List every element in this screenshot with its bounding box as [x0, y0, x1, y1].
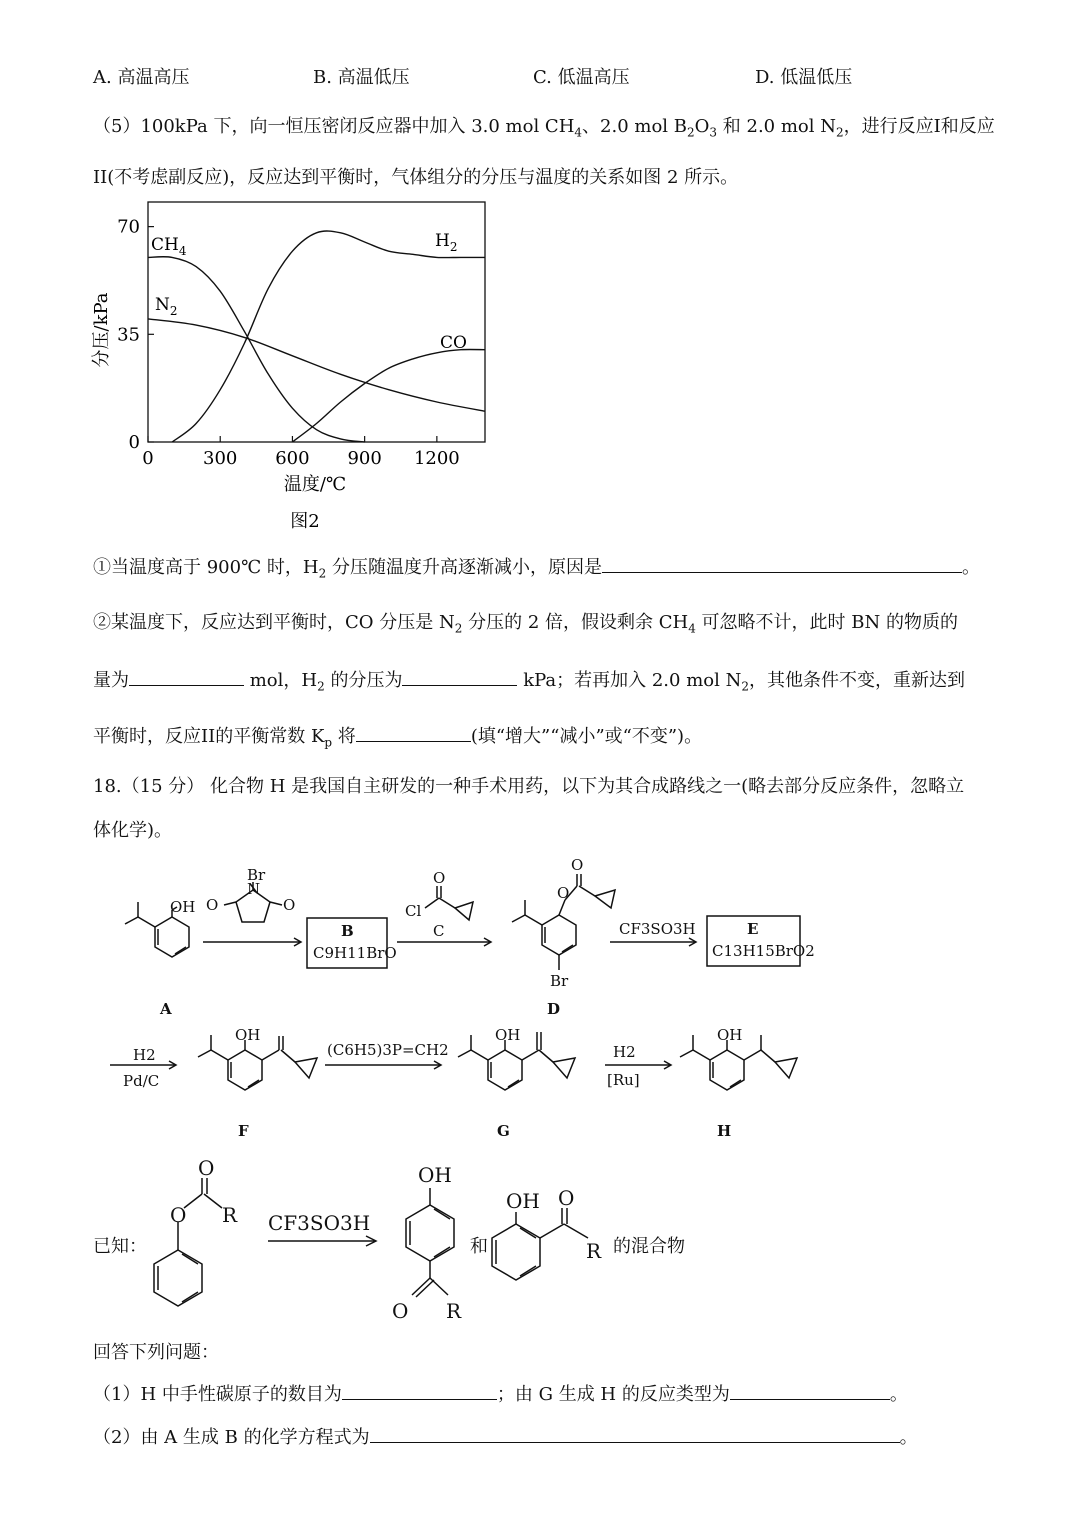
formula-b: C9H11BrO	[313, 944, 397, 962]
q5-sub2-line3: 平衡时，反应II的平衡常数 $K_p$ 将 (填“增大”“减小”或“不变”)。	[93, 722, 702, 750]
known-label: 已知：	[93, 1236, 147, 1257]
series-line-co	[292, 349, 485, 442]
x-tick-label: 1200	[413, 448, 460, 469]
atom-r-known: R	[222, 1203, 238, 1227]
y-tick-label: 70	[117, 216, 140, 238]
figure2-chart	[85, 200, 505, 540]
atom-oh-a: OH	[170, 898, 196, 916]
label-h: H	[717, 1122, 732, 1140]
arrow-label-cf3so3h: CF3SO3H	[619, 920, 696, 938]
q18-intro-line1: 18.（15 分） 化合物 H 是我国自主研发的一种手术用药，以下为其合成路线之一(略去部分反应条件，忽略立	[93, 776, 965, 797]
y-tick-label: 35	[117, 324, 140, 346]
atom-r-para: R	[446, 1299, 462, 1323]
atom-oh-f: OH	[235, 1026, 261, 1044]
and-label: 和	[470, 1236, 488, 1257]
label-b: B	[341, 922, 354, 940]
atom-o-known-ester: O	[170, 1203, 187, 1227]
x-tick-label: 300	[203, 448, 238, 469]
x-tick-label: 900	[347, 448, 382, 469]
answer-blank-reaction-type[interactable]	[730, 1381, 890, 1400]
arrow-label-h2-1: H2	[133, 1046, 156, 1064]
atom-oh-h: OH	[717, 1026, 743, 1044]
atom-o-acyl: O	[433, 869, 446, 887]
atom-cl: Cl	[405, 902, 422, 920]
arrow-label-wittig: (C6H5)3P=CH2	[327, 1041, 449, 1059]
answer-blank-bn[interactable]	[129, 667, 244, 686]
y-tick-label: 0	[128, 432, 140, 453]
answer-blank-1[interactable]	[602, 554, 962, 573]
atom-o-known-carbonyl: O	[198, 1156, 215, 1180]
answer-blank-equation[interactable]	[370, 1424, 900, 1443]
known-arrow-label: CF3SO3H	[268, 1211, 371, 1235]
q18-sub2: （2）由 A 生成 B 的化学方程式为 。	[93, 1423, 918, 1449]
q5-sub2-line2: 量为 mol，$H_2$ 的分压为 kPa；若再加入 2.0 mol $N_2$，其他条件不变，重新达到	[93, 666, 965, 694]
label-d: D	[547, 1000, 561, 1018]
atom-br-d: Br	[550, 972, 569, 990]
answer-header: 回答下列问题：	[93, 1342, 219, 1363]
atom-o-para: O	[392, 1299, 409, 1323]
label-co: CO	[440, 333, 467, 353]
cyclopropanecarbonyl-chloride	[425, 886, 473, 920]
q5-intro-line1: （5）100kPa 下，向一恒压密闭反应器中加入 3.0 mol $CH_4$、2.0 mol $B_2O_3$ 和 2.0 mol $N_2$，进行反应I和反应	[93, 116, 995, 140]
y-axis-label: 分压/kPa	[91, 292, 112, 368]
atom-o-ortho: O	[558, 1186, 575, 1210]
q18-sub1: （1）H 中手性碳原子的数目为 ；由 G 生成 H 的反应类型为 。	[93, 1380, 908, 1406]
series-line-h2	[172, 231, 485, 442]
x-tick-label: 0	[142, 448, 154, 469]
formula-e: C13H15BrO2	[712, 942, 815, 960]
figure-caption: 图2	[290, 511, 320, 532]
atom-oh-g: OH	[495, 1026, 521, 1044]
arrow-label-c: C	[433, 922, 445, 940]
label-ch4: $CH_4$	[151, 235, 187, 258]
atom-o-nbs-right: O	[283, 896, 296, 914]
atom-o-d-ester: O	[557, 884, 570, 902]
q5-sub2-line1: ②某温度下，反应达到平衡时，CO 分压是 $N_2$ 分压的 2 倍，假设剩余 $CH_4$ 可忽略不计，此时 BN 的物质的	[93, 612, 958, 636]
option-a: A. 高温高压	[93, 67, 190, 88]
arrow-label-pdc: Pd/C	[123, 1072, 160, 1090]
label-n2: $N_2$	[155, 295, 178, 318]
arrow-label-h2-2: H2	[613, 1043, 636, 1061]
answer-blank-chiral[interactable]	[342, 1381, 497, 1400]
synthesis-scheme	[95, 850, 995, 1150]
atom-br-nbs: Br	[247, 866, 266, 884]
atom-o-d-carbonyl: O	[571, 856, 584, 874]
option-c: C. 低温高压	[533, 67, 630, 88]
option-d: D. 低温低压	[755, 67, 853, 88]
atom-n-nbs: N	[247, 880, 261, 898]
x-tick-label: 600	[275, 448, 310, 469]
atom-oh-para: OH	[418, 1163, 452, 1187]
label-g: G	[497, 1122, 510, 1140]
series-line-n2	[148, 319, 485, 411]
label-f: F	[238, 1122, 249, 1140]
label-h2: $H_2$	[435, 231, 458, 254]
mixture-label: 的混合物	[613, 1236, 685, 1257]
q5-intro-line2: II(不考虑副反应)，反应达到平衡时，气体组分的分压与温度的关系如图 2 所示。	[93, 167, 739, 188]
option-b: B. 高温低压	[313, 67, 410, 88]
label-a: A	[160, 1000, 172, 1018]
q5-sub1: ①当温度高于 900℃ 时，$H_2$ 分压随温度升高逐渐减小，原因是 。	[93, 553, 980, 581]
answer-blank-h2[interactable]	[402, 667, 517, 686]
x-axis-label: 温度/℃	[283, 474, 347, 495]
label-e: E	[747, 920, 759, 938]
arrow-label-ru: [Ru]	[607, 1071, 640, 1089]
series-line-ch4	[148, 257, 365, 442]
atom-o-nbs-left: O	[206, 896, 219, 914]
answer-blank-kp[interactable]	[356, 723, 471, 742]
atom-r-ortho: R	[586, 1239, 602, 1263]
atom-oh-ortho: OH	[506, 1189, 540, 1213]
q18-intro-line2: 体化学)。	[93, 820, 173, 841]
